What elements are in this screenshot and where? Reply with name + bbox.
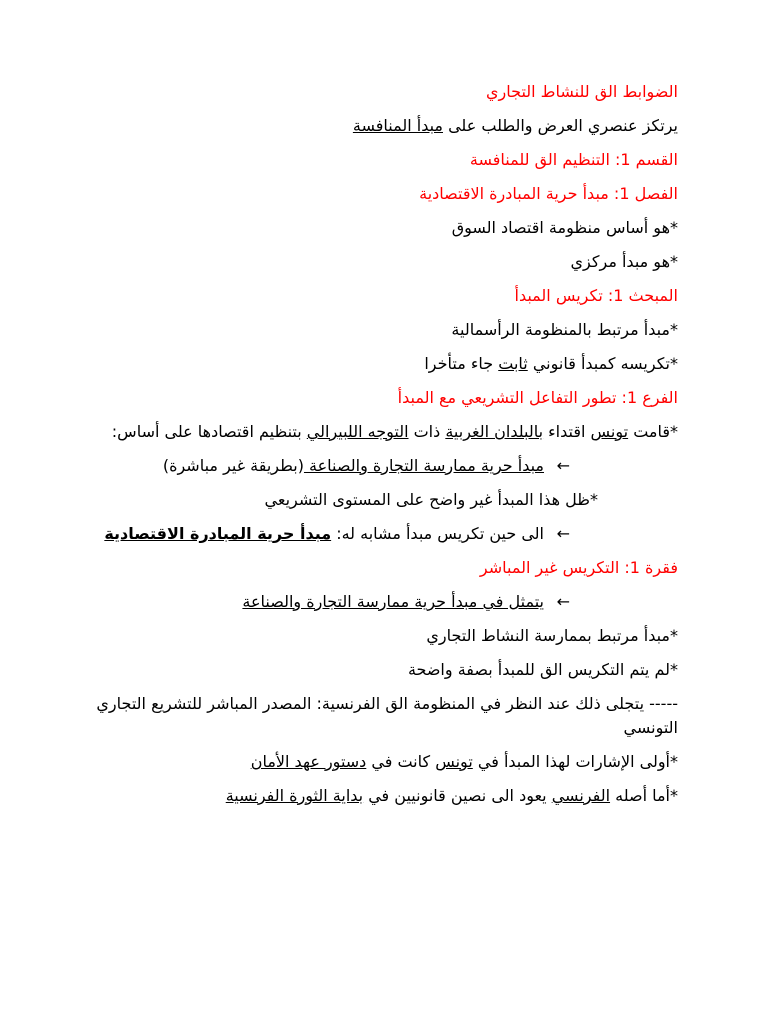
line-text: كانت في bbox=[366, 752, 436, 771]
line-competition bbox=[92, 114, 678, 138]
line-text: الى حين تكريس مبدأ مشابه له: bbox=[331, 524, 544, 543]
line-text: *تكريسه كمبدأ قانوني bbox=[527, 354, 678, 373]
bullet-line: *مبدأ مرتبط بالمنظومة الرأسمالية bbox=[451, 320, 678, 339]
chapter-heading: الفصل 1: مبدأ حرية المبادرة الاقتصادية bbox=[419, 184, 678, 203]
document-body bbox=[92, 80, 678, 818]
bullet-line: *لم يتم التكريس الق للمبدأ بصفة واضحة bbox=[407, 660, 678, 679]
line-text: يرتكز عنصري العرض والطلب على bbox=[443, 116, 678, 135]
underlined-term: تونس bbox=[435, 752, 473, 771]
underlined-term: التوجه اللبيرالي bbox=[306, 422, 409, 441]
line-text: *قامت bbox=[628, 422, 678, 441]
line-text: بتنظيم اقتصادها على أساس: bbox=[111, 422, 307, 441]
bullet-line: *مبدأ مرتبط بممارسة النشاط التجاري bbox=[426, 626, 678, 645]
section-heading: القسم 1: التنظيم الق للمنافسة bbox=[469, 150, 678, 169]
line-text: (بطريقة غير مباشرة) bbox=[162, 456, 304, 475]
underlined-term: بالبلدان الغربية bbox=[445, 422, 544, 441]
underlined-term: يتمثل في مبدأ حرية ممارسة التجارة والصناعة bbox=[242, 592, 544, 611]
line-text: اقتداء bbox=[543, 422, 591, 441]
line-text: *أولى الإشارات لهذا المبدأ في bbox=[472, 752, 678, 771]
underlined-term: ثابت bbox=[498, 354, 528, 373]
underlined-term: الفرنسي bbox=[551, 786, 611, 805]
bold-underlined-term: مبدأ حرية المبادرة الاقتصادية bbox=[104, 524, 332, 543]
arrow-item bbox=[92, 522, 678, 546]
branch-heading: الفرع 1: تطور التفاعل التشريعي مع المبدأ bbox=[397, 388, 678, 407]
line-text: ذات bbox=[408, 422, 446, 441]
bullet-line bbox=[92, 750, 678, 774]
bullet-line bbox=[92, 784, 678, 808]
line-text: *أما أصله bbox=[610, 786, 678, 805]
document-title: الضوابط الق للنشاط التجاري bbox=[485, 82, 678, 101]
bullet-line: *ظل هذا المبدأ غير واضح على المستوى التشريعي bbox=[264, 490, 598, 509]
arrow-icon: ← bbox=[556, 592, 570, 611]
bullet-line: *هو أساس منظومة اقتصاد السوق bbox=[451, 218, 678, 237]
arrow-icon: ← bbox=[556, 456, 570, 475]
underlined-term: دستور عهد الأمان bbox=[250, 752, 367, 771]
bullet-line bbox=[92, 352, 678, 376]
line-text: يعود الى نصين قانونيين في bbox=[363, 786, 552, 805]
paragraph-heading: فقرة 1: التكريس غير المباشر bbox=[479, 558, 678, 577]
underlined-term: بداية الثورة الفرنسية bbox=[225, 786, 364, 805]
line-text: جاء متأخرا bbox=[424, 354, 499, 373]
dash-line: ----- يتجلى ذلك عند النظر في المنظومة الق الفرنسية: المصدر المباشر للتشريع التجاري التونسي bbox=[96, 694, 678, 737]
underlined-term: مبدأ حرية ممارسة التجارة والصناعة bbox=[303, 456, 544, 475]
underlined-term: تونس bbox=[590, 422, 629, 441]
bullet-line: *هو مبدأ مركزي bbox=[570, 252, 678, 271]
arrow-item bbox=[92, 454, 678, 478]
underlined-term: مبدأ المنافسة bbox=[352, 116, 443, 135]
bullet-line bbox=[92, 420, 678, 444]
arrow-icon: ← bbox=[556, 524, 570, 543]
topic-heading: المبحث 1: تكريس المبدأ bbox=[514, 286, 678, 305]
arrow-item bbox=[92, 590, 678, 614]
